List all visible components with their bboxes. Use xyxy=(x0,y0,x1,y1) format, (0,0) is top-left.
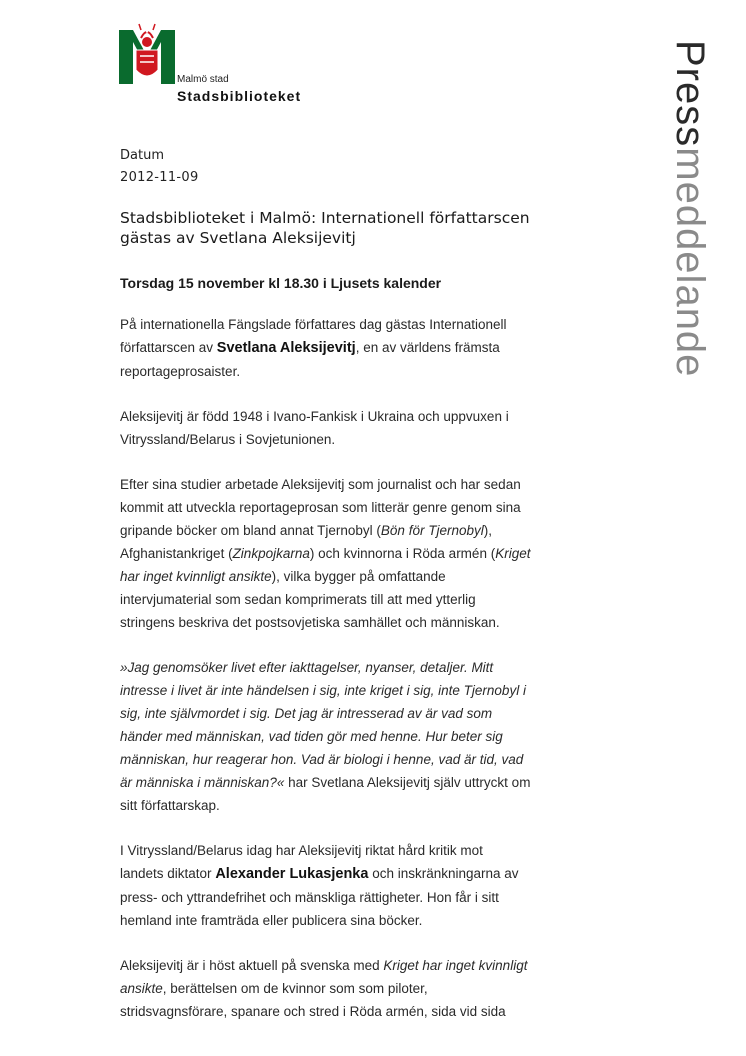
subheading: Torsdag 15 november kl 18.30 i Ljusets kalender xyxy=(120,275,442,291)
text-line xyxy=(120,771,590,794)
book-title: Kriget xyxy=(495,546,531,561)
text-line: sitt författarskap. xyxy=(120,798,220,813)
text-line: Efter sina studier arbetade Aleksijevitj som journalist och har sedan xyxy=(120,477,521,492)
text-line xyxy=(120,519,590,542)
text-line: På internationella Fängslade författares dag gästas Internationell xyxy=(120,317,507,332)
paragraph-current-book xyxy=(120,954,590,1023)
text-segment: , en av världens främsta xyxy=(355,340,500,355)
author-name: Svetlana Aleksijevitj xyxy=(216,340,356,356)
quote-segment: är människa i människan?« xyxy=(120,775,285,790)
text-line: stringens beskriva det postsovjetiska samhället och människan. xyxy=(120,615,500,630)
dictator-name: Alexander Lukasjenka xyxy=(215,866,369,882)
paragraph-quote xyxy=(120,656,590,817)
text-segment: landets diktator xyxy=(120,866,216,881)
side-title-light: meddelande xyxy=(668,147,712,378)
book-title: har inget kvinnligt ansikte xyxy=(120,569,272,584)
text-line: press- och yttrandefrihet och mänskliga rättigheter. Hon får i sitt xyxy=(120,890,499,905)
text-line: hemland inte framträda eller publicera sina böcker. xyxy=(120,913,423,928)
text-line: intervjumaterial som sedan komprimerats till att med ytterlig xyxy=(120,592,476,607)
text-line xyxy=(120,977,590,1000)
book-title: Kriget har inget kvinnligt xyxy=(383,958,528,973)
text-segment: ) och kvinnorna i Röda armén ( xyxy=(309,546,496,561)
book-title: ansikte xyxy=(120,981,163,996)
quote-line: »Jag genomsöker livet efter iakttagelser, nyanser, detaljer. Mitt xyxy=(120,660,494,675)
text-segment: har Svetlana Aleksijevitj själv uttryckt om xyxy=(284,775,531,790)
text-line: Aleksijevitj är född 1948 i Ivano-Fankisk i Ukraina och uppvuxen i xyxy=(120,409,509,424)
quote-line: intresse i livet är inte händelsen i sig, inte kriget i sig, inte Tjernobyl i xyxy=(120,683,526,698)
text-segment: och inskränkningarna av xyxy=(368,866,519,881)
text-line xyxy=(120,336,590,360)
text-line xyxy=(120,862,590,886)
headline-line: gästas av Svetlana Aleksijevitj xyxy=(120,229,356,247)
quote-line: människan, hur reagerar hon. Vad är biologi i henne, vad är tid, vad xyxy=(120,752,524,767)
quote-line: händer med människan, vad tiden gör med henne. Hur beter sig xyxy=(120,729,503,744)
org-name: Stadsbiblioteket xyxy=(177,88,302,104)
text-segment: författarscen av xyxy=(120,340,217,355)
text-segment: ), xyxy=(483,523,492,538)
paragraph-career xyxy=(120,473,590,634)
press-release-body xyxy=(120,272,590,1045)
text-line: I Vitryssland/Belarus idag har Aleksijevitj riktat hård kritik mot xyxy=(120,843,483,858)
text-line: reportageprosaister. xyxy=(120,364,241,379)
headline-line: Stadsbiblioteket i Malmö: Internationell författarscen xyxy=(120,209,530,227)
paragraph-intro xyxy=(120,313,590,383)
pressmeddelande-vertical-title xyxy=(668,40,712,480)
side-title-dark: Press xyxy=(668,40,712,148)
text-segment: gripande böcker om bland annat Tjernobyl ( xyxy=(120,523,381,538)
book-title: Bön för Tjernobyl xyxy=(380,523,484,538)
datum-label: Datum xyxy=(120,148,164,163)
quote-line: sig, inte självmordet i sig. Det jag är intresserad av är vad som xyxy=(120,706,493,721)
org-small-label: Malmö stad xyxy=(177,74,229,85)
text-segment: ), vilka bygger på omfattande xyxy=(271,569,446,584)
text-segment: , berättelsen om de kvinnor som som piloter, xyxy=(162,981,428,996)
malmo-stad-logo xyxy=(119,22,175,86)
headline xyxy=(120,208,590,248)
text-segment: Aleksijevitj är i höst aktuell på svenska med xyxy=(120,958,384,973)
paragraph-belarus xyxy=(120,839,590,932)
text-line: kommit att utveckla reportageprosan som litterär genre genom sina xyxy=(120,500,521,515)
text-line: Vitryssland/Belarus i Sovjetunionen. xyxy=(120,432,336,447)
book-title: Zinkpojkarna xyxy=(232,546,310,561)
datum-value: 2012-11-09 xyxy=(120,170,199,185)
text-line xyxy=(120,565,590,588)
text-line xyxy=(120,542,590,565)
text-line xyxy=(120,954,590,977)
paragraph-birth xyxy=(120,405,590,451)
text-segment: Afghanistankriget ( xyxy=(120,546,233,561)
text-line: stridsvagnsförare, spanare och stred i Röda armén, sida vid sida xyxy=(120,1004,506,1019)
